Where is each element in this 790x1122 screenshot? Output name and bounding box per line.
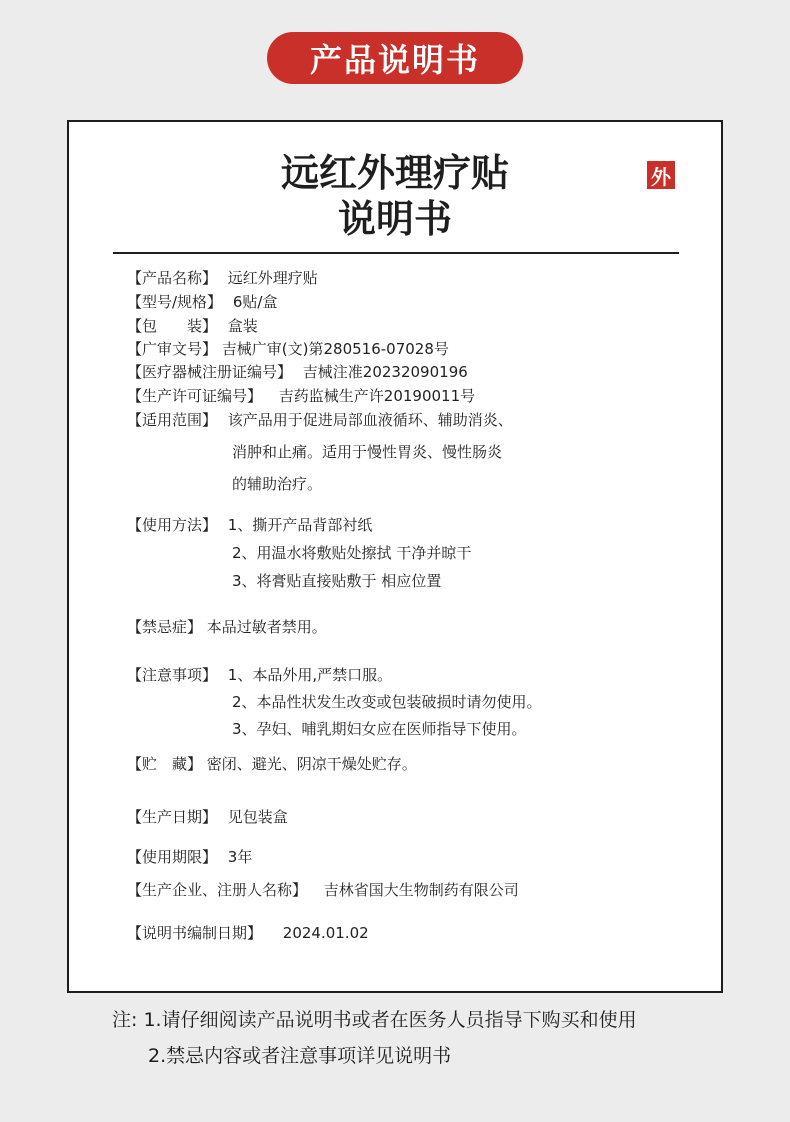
scope-line-3: 的辅助治疗。 (232, 475, 323, 493)
field-label: 【使用期限】 (127, 848, 218, 866)
field-label: 【广审文号】 (127, 340, 218, 358)
field-manufacturer (127, 880, 519, 900)
field-value: 1、本品外用,严禁口服。 (227, 666, 393, 684)
field-label: 【包 装】 (127, 317, 218, 335)
doc-title-line1: 远红外理疗贴 (280, 151, 509, 195)
field-shelf-life (127, 847, 252, 867)
field-label: 【生产企业、注册人名称】 (127, 881, 308, 899)
field-storage (127, 754, 417, 774)
instruction-sheet (67, 120, 723, 993)
field-registration (127, 362, 468, 382)
field-value: 吉械广审(文)第280516-07028号 (221, 340, 449, 358)
field-production-date (127, 807, 288, 827)
field-packaging (127, 316, 258, 336)
field-value: 吉药监械生产许20190011号 (278, 387, 476, 405)
field-contraindication (127, 617, 327, 637)
field-label: 【说明书编制日期】 (127, 924, 263, 942)
field-edit-date (127, 923, 369, 943)
field-value: 6贴/盒 (232, 293, 278, 311)
usage-line-2: 2、用温水将敷贴处擦拭 干净并晾干 (232, 544, 472, 562)
field-value: 密闭、避光、阴凉干燥处贮存。 (206, 755, 417, 773)
field-label: 【产品名称】 (127, 269, 218, 287)
field-value: 1、撕开产品背部衬纸 (227, 516, 373, 534)
doc-title-line2: 说明书 (337, 197, 452, 241)
notice-line-2: 2、本品性状发生改变或包装破损时请勿使用。 (232, 693, 542, 711)
field-value: 3年 (227, 848, 253, 866)
field-value: 盒装 (227, 317, 258, 335)
note-line-1: 注: 1.请仔细阅读产品说明书或者在医务人员指导下购买和使用 (112, 1009, 637, 1031)
doc-title (69, 150, 721, 242)
field-value: 本品过敏者禁用。 (206, 618, 327, 636)
field-ad-approval (127, 339, 449, 359)
field-label: 【适用范围】 (127, 411, 218, 429)
scope-line-2: 消肿和止痛。适用于慢性胃炎、慢性肠炎 (232, 443, 503, 461)
notice-line-3: 3、孕妇、哺乳期妇女应在医师指导下使用。 (232, 720, 527, 738)
field-label: 【生产日期】 (127, 808, 218, 826)
field-label: 【贮 藏】 (127, 755, 203, 773)
field-notice (127, 665, 392, 685)
field-label: 【使用方法】 (127, 516, 218, 534)
field-label: 【医疗器械注册证编号】 (127, 363, 293, 381)
note-line-2: 2.禁忌内容或者注意事项详见说明书 (148, 1045, 452, 1067)
field-label: 【型号/规格】 (127, 293, 223, 311)
field-production-license (127, 386, 475, 406)
page-header-title: 产品说明书 (267, 32, 523, 84)
usage-line-3: 3、将膏贴直接贴敷于 相应位置 (232, 572, 442, 590)
field-spec (127, 292, 277, 312)
field-value: 远红外理疗贴 (227, 269, 318, 287)
field-label: 【注意事项】 (127, 666, 218, 684)
field-product-name (127, 268, 318, 288)
field-usage (127, 515, 372, 535)
external-use-badge: 外 (647, 161, 675, 189)
field-scope (127, 410, 513, 430)
field-value: 该产品用于促进局部血液循环、辅助消炎、 (227, 411, 513, 429)
field-value: 吉林省国大生物制药有限公司 (323, 881, 519, 899)
field-value: 见包装盒 (227, 808, 288, 826)
title-divider (113, 252, 679, 254)
field-label: 【禁忌症】 (127, 618, 203, 636)
field-value: 2024.01.02 (282, 924, 369, 942)
field-value: 吉械注准20232090196 (302, 363, 468, 381)
field-label: 【生产许可证编号】 (127, 387, 263, 405)
